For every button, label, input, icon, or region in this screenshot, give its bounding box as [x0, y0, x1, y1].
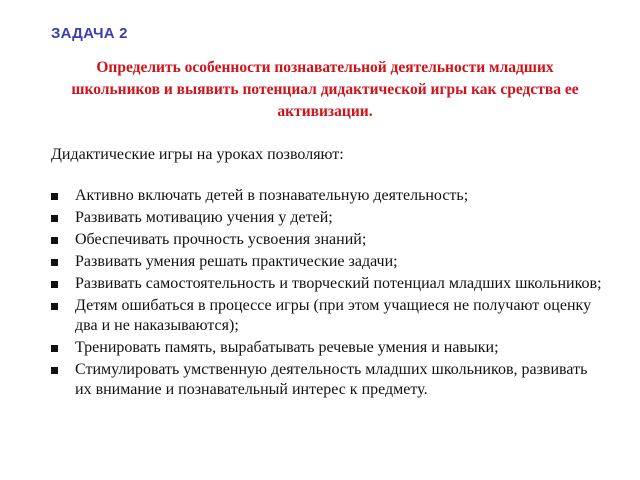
square-bullet-icon	[51, 215, 58, 222]
list-item	[51, 230, 603, 250]
list-item-text: Развивать умения решать практические задачи;	[75, 253, 398, 270]
square-bullet-icon	[51, 281, 58, 288]
list-item	[51, 360, 603, 400]
list-item-text: Детям ошибаться в процессе игры (при этом учащиеся не получают оценку два и не наказываются);	[75, 297, 592, 334]
list-item	[51, 186, 603, 206]
square-bullet-icon	[51, 237, 58, 244]
list-item	[51, 338, 603, 358]
list-item-text: Стимулировать умственную деятельность младших школьников, развивать их внимание и познавательный интерес к предмету.	[75, 361, 588, 398]
list-item-text: Обеспечивать прочность усвоения знаний;	[75, 231, 367, 248]
list-item-text: Тренировать память, вырабатывать речевые умения и навыки;	[75, 339, 499, 356]
list-item	[51, 296, 603, 336]
list-item-text: Развивать мотивацию учения у детей;	[75, 209, 333, 226]
list-item	[51, 274, 603, 294]
square-bullet-icon	[51, 193, 58, 200]
task-label: ЗАДАЧА 2	[51, 25, 128, 42]
bullet-list	[51, 186, 603, 402]
list-item	[51, 208, 603, 228]
list-item-text: Активно включать детей в познавательную деятельность;	[75, 187, 469, 204]
square-bullet-icon	[51, 345, 58, 352]
list-item-text: Развивать самостоятельность и творческий потенциал младших школьников;	[75, 275, 602, 292]
intro-text: Дидактические игры на уроках позволяют:	[51, 146, 344, 163]
square-bullet-icon	[51, 367, 58, 374]
list-item	[51, 252, 603, 272]
task-title: Определить особенности познавательной деятельности младших школьников и выявить потенциал дидактической игры как средства ее активизации.	[71, 59, 579, 120]
square-bullet-icon	[51, 303, 58, 310]
square-bullet-icon	[51, 259, 58, 266]
